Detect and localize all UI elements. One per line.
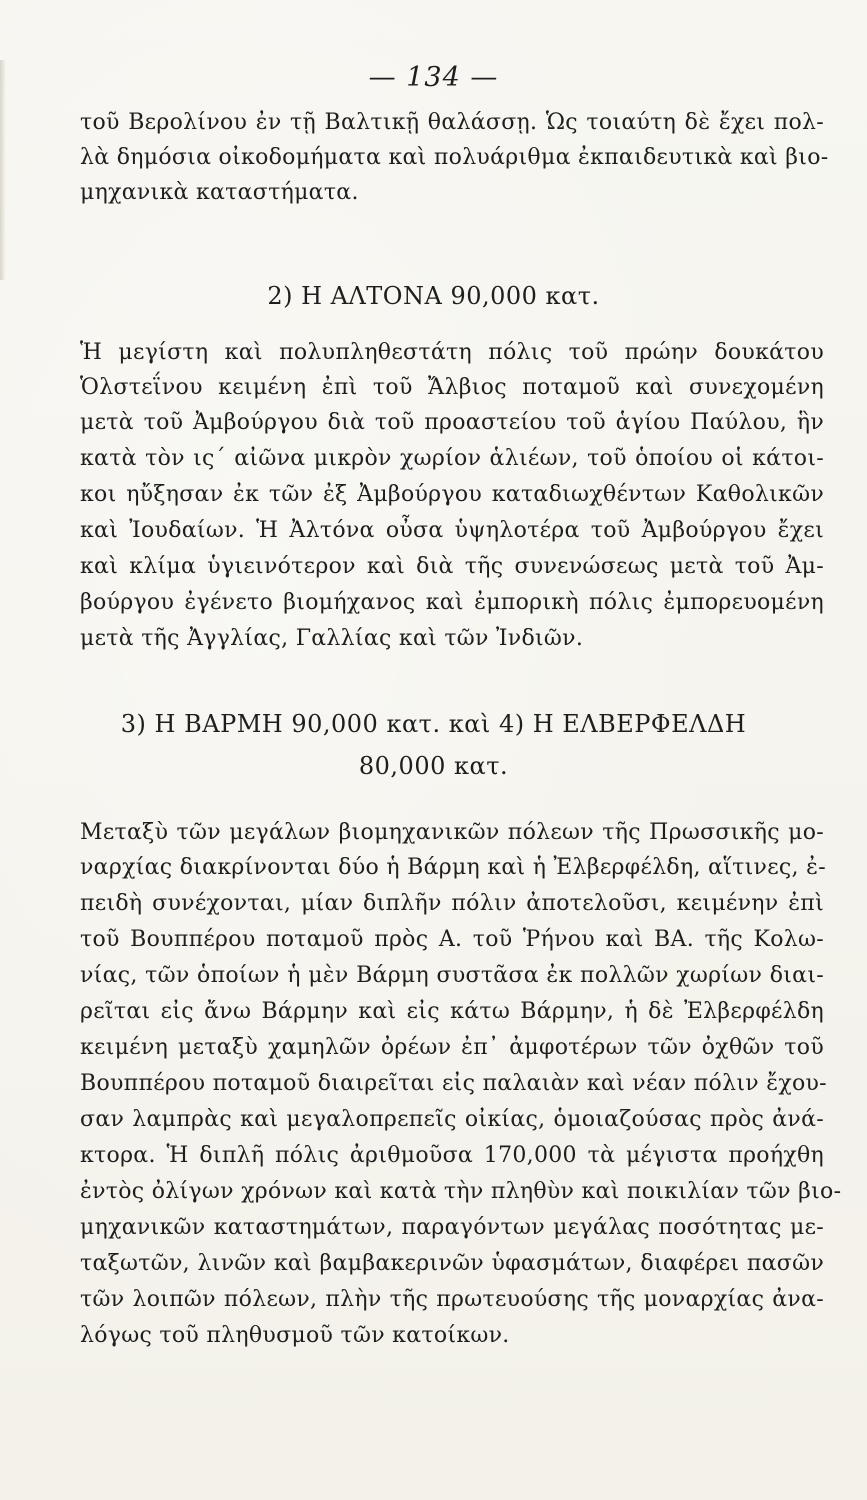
section-heading-altona: 2) Η ΑΛΤΟΝΑ 90,000 κατ. xyxy=(267,282,600,310)
text-line: μετὰ τοῦ Ἀμβούργου διὰ τοῦ προαστείου τοῦ ἁγίου Παύλου, ἣν xyxy=(80,410,824,435)
text-line: μετὰ τῆς Ἀγγλίας, Γαλλίας καὶ τῶν Ἰνδιῶν. xyxy=(80,626,584,651)
text-line: ταξωτῶν, λινῶν καὶ βαμβακερινῶν ὑφασμάτων, διαφέρει πασῶν xyxy=(80,1251,824,1276)
text-line: κτορα. Ἡ διπλῆ πόλις ἀριθμοῦσα 170,000 τὰ μέγιστα προήχθη xyxy=(80,1143,824,1168)
text-line: λόγως τοῦ πληθυσμοῦ τῶν κατοίκων. xyxy=(80,1323,510,1348)
text-line: μηχανικῶν καταστημάτων, παραγόντων μεγάλας ποσότητας με- xyxy=(80,1215,824,1240)
text-line: τοῦ Βουππέρου ποταμοῦ πρὸς Α. τοῦ Ῥήνου καὶ ΒΑ. τῆς Κολω- xyxy=(80,927,824,952)
text-line: νίας, τῶν ὁποίων ἡ μὲν Βάρμη συστᾶσα ἐκ πολλῶν χωρίων διαι- xyxy=(80,963,824,988)
page-number: — 134 — xyxy=(368,62,499,93)
section-heading-population: 80,000 κατ. xyxy=(358,752,509,780)
text-line: τῶν λοιπῶν πόλεων, πλὴν τῆς πρωτευούσης τῆς μοναρχίας ἀνα- xyxy=(80,1287,824,1312)
text-line: Ἡ μεγίστη καὶ πολυπληθεστάτη πόλις τοῦ πρώην δουκάτου xyxy=(80,340,824,365)
text-line: σαν λαμπρὰς καὶ μεγαλοπρεπεῖς οἰκίας, ὁμοιαζούσας πρὸς ἀνά- xyxy=(80,1107,824,1132)
text-line: Μεταξὺ τῶν μεγάλων βιομηχανικῶν πόλεων τῆς Πρωσσικῆς μο- xyxy=(80,820,824,845)
text-line: κοι ηὔξησαν ἐκ τῶν ἐξ Ἀμβούργου καταδιωχθέντων Καθολικῶν xyxy=(80,482,824,507)
text-line: κειμένη μεταξὺ χαμηλῶν ὀρέων ἐπ᾽ ἀμφοτέρων τῶν ὀχθῶν τοῦ xyxy=(80,1035,824,1060)
text-line: καὶ κλίμα ὑγιεινότερον καὶ διὰ τῆς συνενώσεως μετὰ τοῦ Ἀμ- xyxy=(80,554,824,579)
text-line: ναρχίας διακρίνονται δύο ἡ Βάρμη καὶ ἡ Ἐλβερφέλδη, αἵτινες, ἐ- xyxy=(80,855,826,880)
text-line: Ὁλστεΐνου κειμένη ἐπὶ τοῦ Ἄλβιος ποταμοῦ καὶ συνεχομένη xyxy=(80,375,824,400)
text-line: ρεῖται εἰς ἄνω Βάρμην καὶ εἰς κάτω Βάρμην, ἡ δὲ Ἐλβερφέλδη xyxy=(80,999,824,1024)
text-line: μηχανικὰ καταστήματα. xyxy=(80,180,359,205)
text-line: κατὰ τὸν ις´ αἰῶνα μικρὸν χωρίον ἁλιέων, τοῦ ὁποίου οἱ κάτοι- xyxy=(80,446,824,471)
text-line: ἐντὸς ὀλίγων χρόνων καὶ κατὰ τὴν πληθὺν καὶ ποικιλίαν τῶν βιο- xyxy=(80,1179,842,1204)
text-line: λὰ δημόσια οἰκοδομήματα καὶ πολυάριθμα ἐκπαιδευτικὰ καὶ βιο- xyxy=(80,145,829,170)
text-line: τοῦ Βερολίνου ἐν τῇ Βαλτικῇ θαλάσσῃ. Ὡς τοιαύτη δὲ ἔχει πολ- xyxy=(80,110,824,135)
text-line: πειδὴ συνέχονται, μίαν διπλῆν πόλιν ἀποτελοῦσι, κειμένην ἐπὶ xyxy=(80,891,824,916)
text-line: καὶ Ἰουδαίων. Ἡ Ἀλτόνα οὖσα ὑψηλοτέρα τοῦ Ἀμβούργου ἔχει xyxy=(80,518,824,543)
text-line: βούργου ἐγένετο βιομήχανος καὶ ἐμπορικὴ πόλις ἐμπορευομένη xyxy=(80,590,824,615)
section-heading-barmen-elberfeld: 3) Η ΒΑΡΜΗ 90,000 κατ. καὶ 4) Η ΕΛΒΕΡΦΕΛΔΗ xyxy=(120,710,747,738)
text-line: Βουππέρου ποταμοῦ διαιρεῖται εἰς παλαιὰν καὶ νέαν πόλιν ἔχου- xyxy=(80,1071,827,1096)
page-edge-shadow xyxy=(0,60,6,280)
